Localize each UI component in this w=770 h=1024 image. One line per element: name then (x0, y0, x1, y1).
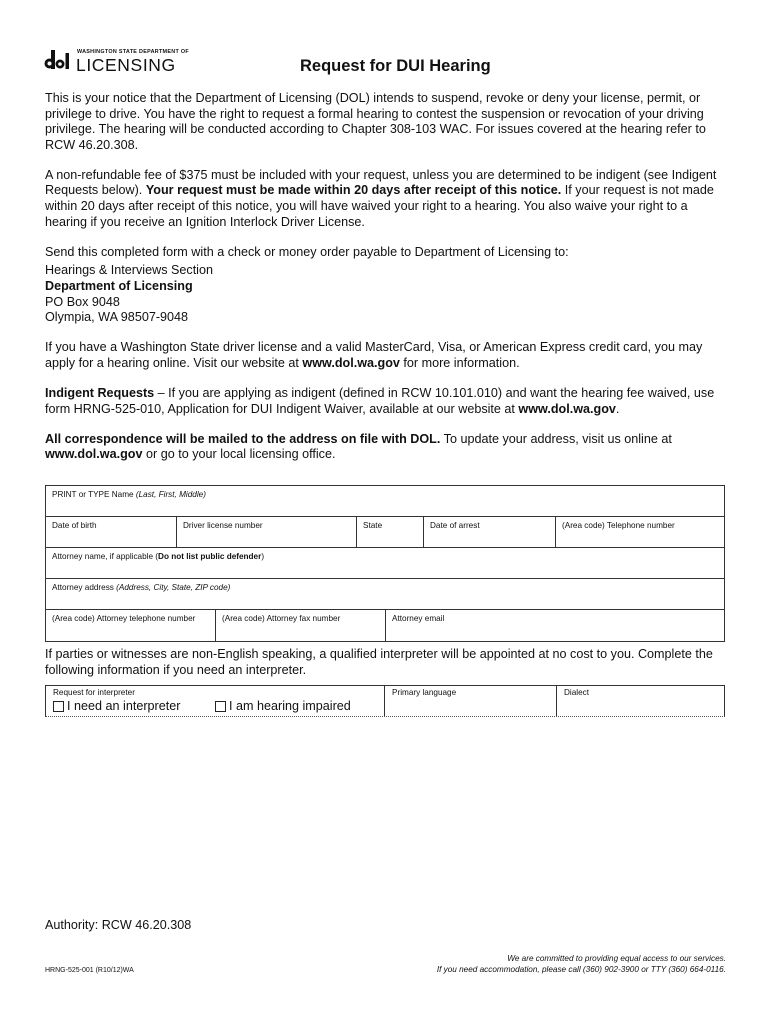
send-instructions: Send this completed form with a check or money order payable to Department of Licensing to: (45, 244, 569, 259)
attorney-address-field[interactable]: Attorney address (Address, City, State, ZIP code) (52, 583, 231, 592)
checkbox-icon (53, 701, 64, 712)
form-row-attorney-contact (46, 610, 724, 641)
indigent-paragraph: Indigent Requests – If you are applying as indigent (defined in RCW 10.101.010) and want the hearing fee waived, use form HRNG-525-010, Application for DUI Indigent Waiver, available at our website at www.dol.wa.gov. (45, 385, 715, 416)
page-header (44, 46, 734, 86)
name-field[interactable]: PRINT or TYPE Name (Last, First, Middle) (52, 490, 206, 499)
dol-logo-mark (44, 48, 74, 72)
telephone-field[interactable]: (Area code) Telephone number (562, 521, 675, 530)
attorney-phone-field[interactable]: (Area code) Attorney telephone number (46, 610, 216, 641)
interpreter-request-field (46, 686, 385, 716)
attorney-fax-field[interactable]: (Area code) Attorney fax number (216, 610, 386, 641)
dol-logo (44, 46, 194, 76)
department-text: WASHINGTON STATE DEPARTMENT OF (77, 49, 189, 55)
form-number: HRNG-525-001 (R10/12)WA (45, 967, 134, 974)
need-interpreter-checkbox[interactable]: I need an interpreter (53, 699, 180, 713)
form-row-attorney-address (46, 579, 724, 610)
checkbox-icon (215, 701, 226, 712)
interpreter-request-label: Request for interpreter (53, 688, 135, 697)
state-field[interactable]: State (357, 517, 424, 547)
arrest-date-field[interactable]: Date of arrest (424, 517, 556, 547)
dialect-field[interactable]: Dialect (564, 688, 590, 697)
accessibility-notice: We are committed to providing equal access to our services. If you need accommodation, please call (360) 902-3900 or TTY (360) 664-0116. (436, 954, 726, 974)
primary-language-field[interactable]: Primary language (385, 686, 557, 716)
form-row-attorney-name (46, 548, 724, 579)
hearing-impaired-checkbox[interactable]: I am hearing impaired (215, 699, 351, 713)
license-number-field[interactable]: Driver license number (177, 517, 357, 547)
page-title: Request for DUI Hearing (300, 57, 491, 75)
online-paragraph: If you have a Washington State driver license and a valid MasterCard, Visa, or American Express credit card, you may apply for a hearing online. Visit our website at www.dol.wa.gov for more information. (45, 340, 703, 370)
licensing-text: LICENSING (76, 55, 176, 75)
interpreter-form (45, 685, 725, 717)
dob-field[interactable]: Date of birth (46, 517, 177, 547)
notice-paragraph: This is your notice that the Department of Licensing (DOL) intends to suspend, revoke or deny your license, permit, or privilege to drive. You have the right to request a formal hearing to contest the suspension or revocation of your driving privilege. The hearing will be conducted according to Chapter 308-103 WAC. For issues covered at the hearing refer to RCW 46.20.308. (45, 91, 706, 152)
authority-text: Authority: RCW 46.20.308 (45, 918, 192, 932)
attorney-email-field[interactable]: Attorney email (392, 614, 445, 623)
hearing-request-form (45, 485, 725, 642)
website-link[interactable]: www.dol.wa.gov (45, 447, 143, 462)
form-row-name (46, 486, 724, 517)
website-link[interactable]: www.dol.wa.gov (518, 401, 616, 416)
attorney-name-field[interactable]: Attorney name, if applicable (Do not list public defender) (52, 552, 265, 561)
interpreter-notice: If parties or witnesses are non-English speaking, a qualified interpreter will be appointed at no cost to you. Complete the following information if you need an interpreter. (45, 647, 713, 677)
fee-paragraph: A non-refundable fee of $375 must be included with your request, unless you are determined to be indigent (see Indigent Requests below). Your request must be made within 20 days after receipt of this notice. If your request is not made within 20 days after receipt of this notice, you will have waived your right to a hearing. You also waive your right to a hearing if you receive an Ignition Interlock Driver License. (45, 167, 717, 229)
correspondence-paragraph: All correspondence will be mailed to the address on file with DOL. To update your address, visit us online at www.dol.wa.gov or go to your local licensing office. (45, 431, 672, 462)
form-row-license (46, 517, 724, 548)
mailing-address: Hearings & Interviews Section Department of Licensing PO Box 9048 Olympia, WA 98507-9048 (45, 263, 213, 325)
notice-body (45, 91, 725, 477)
website-link[interactable]: www.dol.wa.gov (302, 355, 400, 370)
